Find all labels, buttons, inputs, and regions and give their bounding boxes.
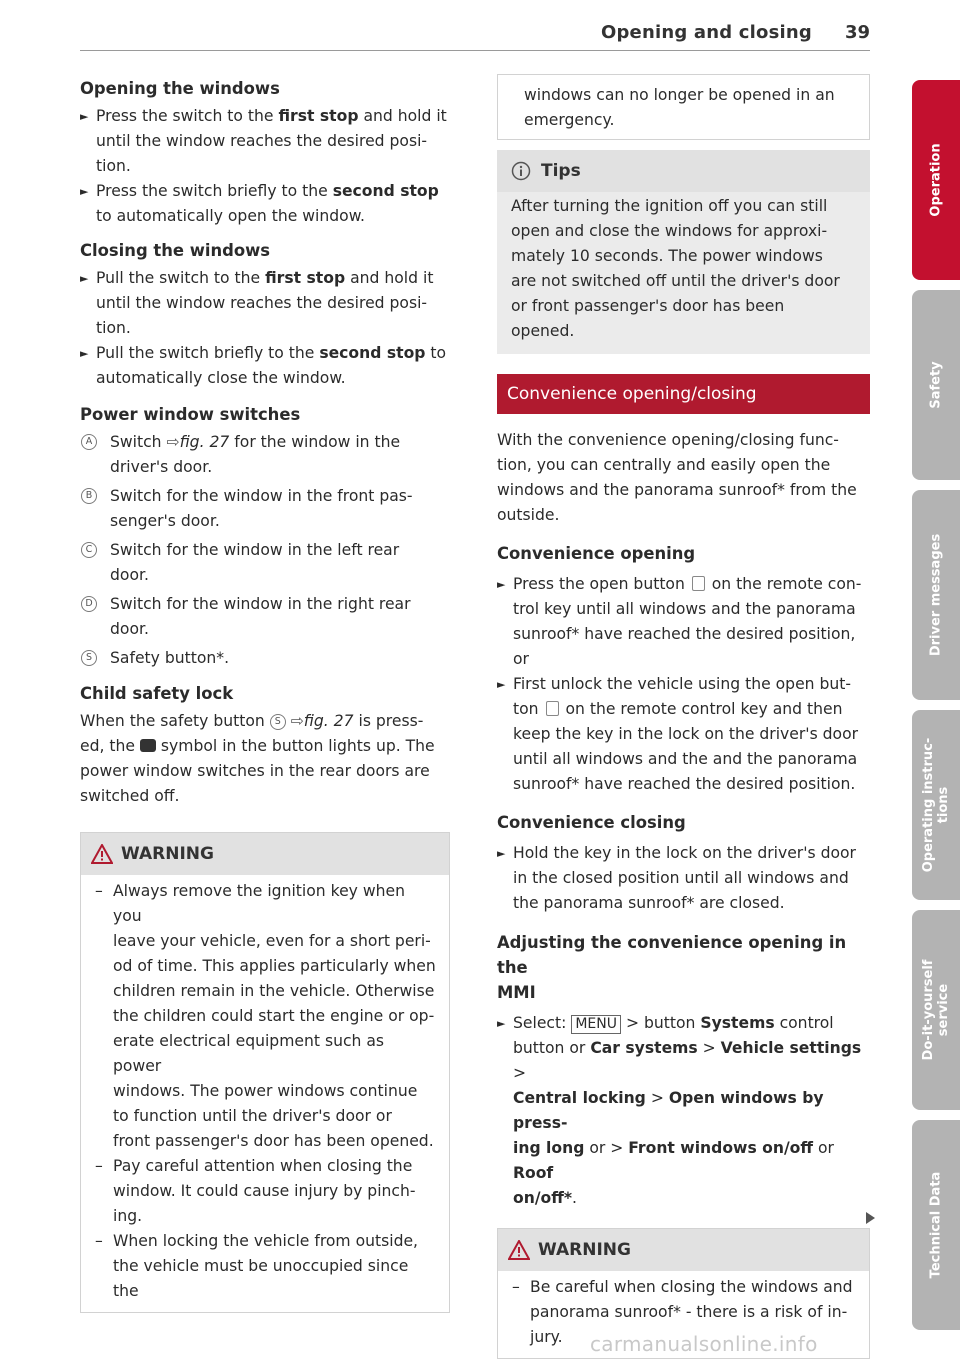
warning-item: – Always remove the ignition key when you leave your vehicle, even for a short peri- od of time. This applies particularly when children remain in the vehicle. Otherwise the children could start the engine or op- erate electrical equipment such as power windows. The power windows continue to function until the driver's door or front passenger's door has been opened. <box>95 882 436 1150</box>
list-item: ► Press the switch to the first stop and hold it until the window reaches the desired posi- tion. <box>80 104 450 179</box>
intro-paragraph: With the convenience opening/closing func- tion, you can centrally and easily open the windows and the panorama sunroof* from the outside. <box>497 431 857 524</box>
tab-technical-data[interactable]: Technical Data <box>912 1120 960 1330</box>
warning-title: WARNING <box>121 843 214 864</box>
warning-item: – Be careful when closing the windows and panorama sunroof* - there is a risk of in- jury. <box>512 1278 853 1346</box>
tab-operating-instructions[interactable]: Operating instruc- tions <box>912 710 960 900</box>
figure-link[interactable]: fig. 27 <box>303 712 354 730</box>
callout-d-icon: D <box>81 596 97 612</box>
tips-title: Tips <box>541 160 581 181</box>
chapter-title: Opening and closing <box>600 22 812 43</box>
watermark: carmanualsonline.info <box>590 1332 818 1356</box>
list-item: ► Pull the switch to the first stop and hold it until the window reaches the desired posi- tion. <box>80 266 450 341</box>
bullet-triangle-icon: ► <box>80 185 89 198</box>
bullet-triangle-icon: ► <box>80 272 89 285</box>
heading-opening-windows: Opening the windows <box>80 79 280 98</box>
heading-power-window-switches: Power window switches <box>80 405 301 424</box>
legend-item: S Safety button*. <box>80 646 450 671</box>
child-lock-symbol-icon <box>140 739 156 752</box>
header-rule <box>80 50 870 51</box>
bullet-triangle-icon: ► <box>80 347 89 360</box>
list-item: ► Pull the switch briefly to the second stop to automatically close the window. <box>80 341 450 391</box>
info-icon <box>511 161 531 181</box>
bullet-triangle-icon: ► <box>80 110 89 123</box>
legend-item: D Switch for the window in the right rear door. <box>80 592 450 642</box>
remote-open-button-icon <box>692 576 705 591</box>
page-header <box>80 22 870 50</box>
page-number: 39 <box>844 22 870 43</box>
callout-s-icon: S <box>81 650 97 666</box>
heading-convenience-closing: Convenience closing <box>497 813 686 832</box>
warning-triangle-icon <box>91 844 113 864</box>
heading-closing-windows: Closing the windows <box>80 241 271 260</box>
warning-triangle-icon <box>508 1240 530 1260</box>
callout-a-icon: A <box>81 434 97 450</box>
heading-child-safety-lock: Child safety lock <box>80 684 234 703</box>
menu-key: MENU <box>571 1015 621 1034</box>
warning-continuation-box: windows can no longer be opened in an emergency. <box>497 74 870 140</box>
warning-header <box>81 833 449 875</box>
list-item: ► Press the switch briefly to the second stop to automatically open the window. <box>80 179 450 229</box>
bullet-triangle-icon: ► <box>497 678 506 691</box>
right-column <box>497 72 870 1359</box>
reference-arrow-icon: ⇨ <box>166 433 180 451</box>
callout-c-icon: C <box>81 542 97 558</box>
warning-title: WARNING <box>538 1239 631 1260</box>
continued-arrow-icon <box>866 1212 875 1224</box>
warning-item: – When locking the vehicle from outside, the vehicle must be unoccupied since the <box>95 1232 419 1300</box>
warning-body <box>81 875 449 1312</box>
tab-operation[interactable]: Operation <box>912 80 960 280</box>
legend-item: B Switch for the window in the front pas- senger's door. <box>80 484 450 534</box>
warning-header <box>498 1229 869 1271</box>
section-banner: Convenience opening/closing <box>497 374 870 414</box>
tab-safety[interactable]: Safety <box>912 290 960 480</box>
legend-item: C Switch for the window in the left rear door. <box>80 538 450 588</box>
left-column <box>80 72 450 1313</box>
tips-box <box>497 150 870 354</box>
bullet-triangle-icon: ► <box>497 847 506 860</box>
remote-open-button-icon <box>546 701 559 716</box>
callout-s-icon: S <box>270 714 286 730</box>
heading-convenience-opening: Convenience opening <box>497 544 696 563</box>
reference-arrow-icon: ⇨ <box>290 712 304 730</box>
heading-mmi: Adjusting the convenience opening in the MMI <box>497 933 847 1002</box>
bullet-triangle-icon: ► <box>497 1017 506 1030</box>
tips-body: After turning the ignition off you can still open and close the windows for approxi- mately 10 seconds. The power windows are not switched off until the driver's door or front passenger's door has been opened. <box>497 192 870 354</box>
list-item: ► First unlock the vehicle using the open but- ton on the remote control key and then keep the key in the lock on the driver's door until all windows and the and the panorama sunroof* have reached the desired position. <box>497 672 870 797</box>
tab-driver-messages[interactable]: Driver messages <box>912 490 960 700</box>
child-lock-paragraph: When the safety button S ⇨fig. 27 is press- ed, the symbol in the button lights up. The power window switches in the rear doors are switched off. <box>80 712 435 805</box>
warning-item: – Pay careful attention when closing the window. It could cause injury by pinch- ing. <box>95 1157 416 1225</box>
figure-link[interactable]: fig. 27 <box>179 433 230 451</box>
tab-do-it-yourself-service[interactable]: Do-it-yourself service <box>912 910 960 1110</box>
warning-box <box>80 832 450 1313</box>
callout-b-icon: B <box>81 488 97 504</box>
list-item: ► Select: MENU > button Systems control button or Car systems > Vehicle settings > Central locking > Open windows by press- ing long or > Front windows on/off or Roof on/off*. <box>497 1011 870 1211</box>
legend-item: A Switch ⇨fig. 27 for the window in the driver's door. <box>80 430 450 480</box>
list-item: ► Hold the key in the lock on the driver's door in the closed position until all windows and the panorama sunroof* are closed. <box>497 841 870 916</box>
list-item: ► Press the open button on the remote con- trol key until all windows and the panorama sunroof* have reached the desired position, or <box>497 572 870 672</box>
bullet-triangle-icon: ► <box>497 578 506 591</box>
tips-header <box>497 150 870 192</box>
